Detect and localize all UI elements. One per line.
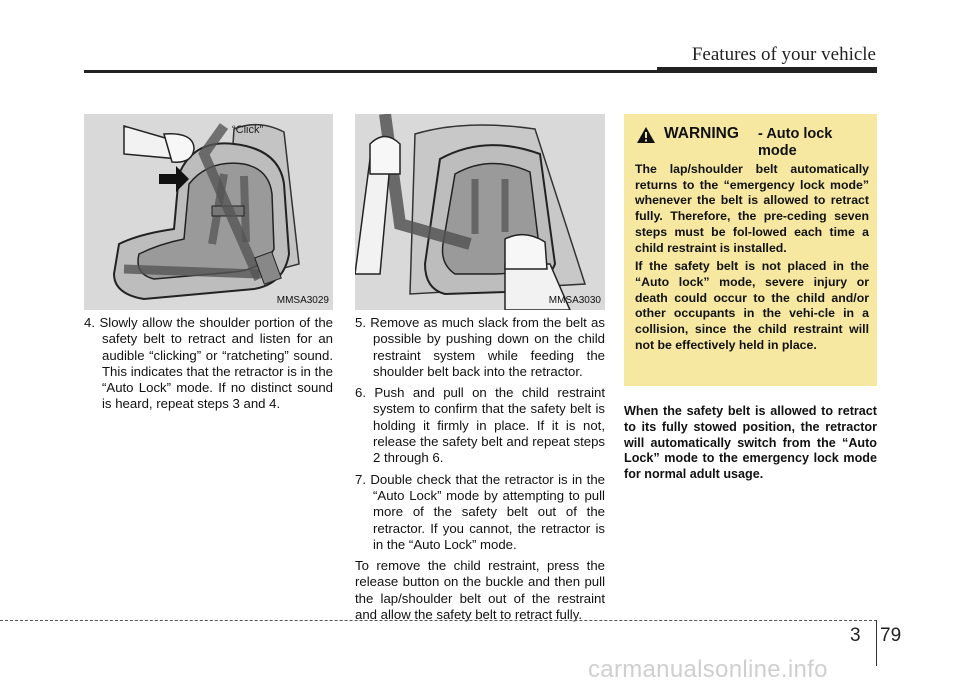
warning-paragraph: If the safety belt is not placed in the “Auto lock” mode, severe injury or death could occur to the child and/or other occupants in the vehi-cle in a collision, since the child restraint will not be effectively held in place. [635, 259, 869, 352]
child-seat-illustration [84, 114, 333, 310]
step-4: 4. Slowly allow the shoulder portion of the safety belt to retract and listen for an audible “clicking” or “ratcheting” sound. This indicates that the retractor is in the “Auto Lock” mode. If no distinct sound is heard, repeat steps 3 and 4. [84, 315, 333, 412]
child-seat-push-illustration [355, 114, 605, 310]
figure-remove-slack [355, 114, 605, 310]
click-callout: “Click” [232, 124, 264, 136]
warning-body [635, 162, 869, 356]
figure-code: MMSA3030 [548, 295, 601, 306]
footer-rule [0, 620, 877, 621]
auto-lock-note: When the safety belt is allowed to retract to its fully stowed position, the retractor will automatically switch from the “Auto Lock” mode to the emergency lock mode for normal adult usage. [624, 404, 877, 482]
section-header-title: Features of your vehicle [691, 44, 876, 65]
figure-code: MMSA3029 [276, 295, 329, 306]
step-7: 7. Double check that the retractor is in the “Auto Lock” mode by attempting to pull more of the safety belt out of the retractor. If you cannot, the retractor is in the “Auto Lock” mode. [355, 471, 605, 552]
warning-subtitle: - Auto lock mode [758, 126, 833, 159]
warning-paragraph: The lap/shoulder belt automatically returns to the “emergency lock mode” whenever the belt is allowed to retract fully. Therefore, the pre-ceding seven steps must be fol-lowed each time a child restraint is installed. [635, 162, 869, 255]
remove-restraint-paragraph: To remove the child restraint, press the release button on the buckle and then pull the lap/shoulder belt out of the restraint and allow the safety belt to retract fully. [355, 558, 605, 623]
watermark: carmanualsonline.info [588, 656, 828, 683]
warning-label: WARNING [664, 125, 739, 142]
page-number: 79 [880, 625, 902, 646]
step-6: 6. Push and pull on the child restraint system to confirm that the safety belt is holding it firmly in place. If it is not, release the safety belt and repeat steps 2 through 6. [355, 385, 605, 466]
step-5: 5. Remove as much slack from the belt as possible by pushing down on the child restraint system while feeding the shoulder belt back into the retractor. [355, 315, 605, 379]
warning-box [624, 114, 877, 386]
warning-triangle-icon [636, 126, 656, 148]
header-rule-accent [657, 67, 877, 73]
footer-divider [876, 620, 877, 666]
figure-retractor-click [84, 114, 333, 310]
chapter-number: 3 [850, 625, 861, 646]
column-2-text [355, 315, 605, 623]
column-1-text [84, 315, 333, 418]
